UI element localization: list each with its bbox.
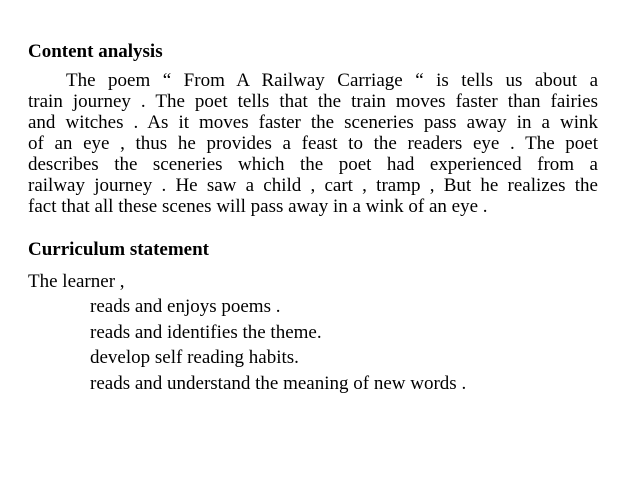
curriculum-statement-heading: Curriculum statement <box>28 239 209 260</box>
list-item: reads and understand the meaning of new words . <box>90 372 467 394</box>
paragraph-line: and witches . As it moves faster the sceneries pass away in a wink <box>28 112 598 133</box>
paragraph-line: fact that all these scenes will pass away in a wink of an eye . <box>28 196 488 217</box>
paragraph-line: The poem “ From A Railway Carriage “ is tells us about a <box>66 70 598 91</box>
paragraph-line: describes the sceneries which the poet had experienced from a <box>28 154 598 175</box>
paragraph-line: of an eye , thus he provides a feast to the readers eye . The poet <box>28 133 598 154</box>
paragraph-line: railway journey . He saw a child , cart , tramp , But he realizes the <box>28 175 598 196</box>
learning-outcomes-list <box>90 294 466 396</box>
paragraph-line: train journey . The poet tells that the train moves faster than fairies <box>28 91 598 112</box>
learner-intro: The learner , <box>28 271 125 292</box>
list-item: develop self reading habits. <box>90 347 299 368</box>
content-analysis-paragraph <box>28 70 628 217</box>
content-analysis-heading: Content analysis <box>28 41 163 62</box>
list-item: reads and identifies the theme. <box>90 321 322 343</box>
list-item: reads and enjoys poems . <box>90 296 281 317</box>
